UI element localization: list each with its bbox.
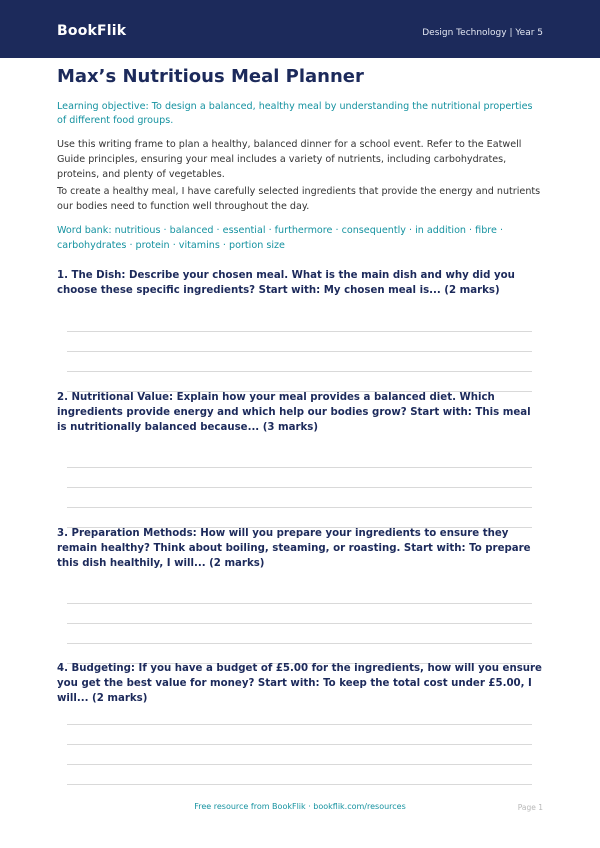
answer-line bbox=[67, 764, 532, 765]
page-title: Max’s Nutritious Meal Planner bbox=[57, 66, 364, 87]
intro-paragraph-2: To create a healthy meal, I have carefully selected ingredients that provide the energy and nutrients our bodies need to function well throughout the day. bbox=[57, 186, 541, 212]
answer-line bbox=[67, 643, 532, 644]
page-header bbox=[0, 0, 600, 58]
brand-logo-text: BookFlik bbox=[57, 23, 127, 39]
subject-year-label: Design Technology | Year 5 bbox=[422, 28, 543, 38]
answer-line bbox=[67, 371, 532, 372]
learning-objective: Learning objective: To design a balanced, healthy meal by understanding the nutritional properties of different food groups. bbox=[57, 101, 533, 126]
answer-line bbox=[67, 744, 532, 745]
answer-line bbox=[67, 487, 532, 488]
answer-line bbox=[67, 603, 532, 604]
question-4: 4. Budgeting: If you have a budget of £5.00 for the ingredients, how will you ensure you get the best value for money? Start with: To keep the total cost under £5.00, I will... (2 marks) bbox=[57, 663, 542, 704]
question-1: 1. The Dish: Describe your chosen meal. What is the main dish and why did you choose these specific ingredients? Start with: My chosen meal is... (2 marks) bbox=[57, 270, 515, 296]
answer-line bbox=[67, 467, 532, 468]
page-number: Page 1 bbox=[517, 803, 543, 812]
footer-link-text[interactable]: Free resource from BookFlik · bookflik.com/resources bbox=[194, 802, 406, 811]
answer-line bbox=[67, 623, 532, 624]
answer-line bbox=[67, 331, 532, 332]
answer-line bbox=[67, 507, 532, 508]
answer-line bbox=[67, 784, 532, 785]
question-3: 3. Preparation Methods: How will you prepare your ingredients to ensure they remain healthy? Think about boiling, steaming, or roasting. Start with: To prepare this dish healthily, I will... (2 marks) bbox=[57, 528, 531, 569]
answer-line bbox=[67, 351, 532, 352]
word-bank: Word bank: nutritious · balanced · essential · furthermore · consequently · in addition · fibre · carbohydrates · protein · vitamins · portion size bbox=[57, 225, 504, 251]
intro-paragraph: Use this writing frame to plan a healthy, balanced dinner for a school event. Refer to the Eatwell Guide principles, ensuring your meal includes a variety of nutrients, including carbohydrates, proteins, and plenty of vegetables. bbox=[57, 139, 522, 180]
question-2: 2. Nutritional Value: Explain how your meal provides a balanced diet. Which ingredients provide energy and which help our bodies grow? Start with: This meal is nutritionally balanced because... (3 marks) bbox=[57, 392, 531, 433]
answer-line bbox=[67, 724, 532, 725]
